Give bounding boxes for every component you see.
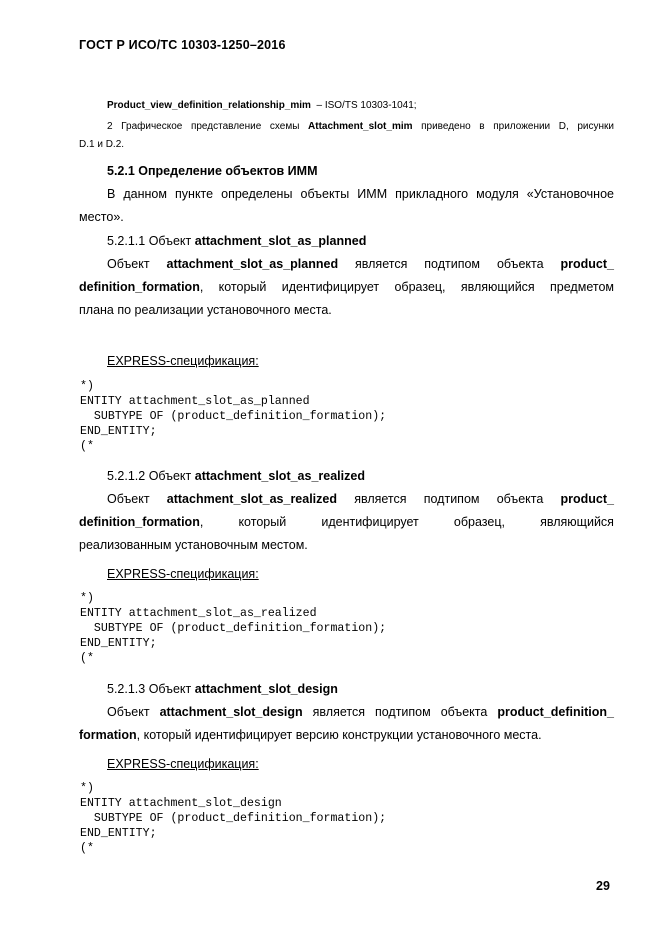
entity2-express-code: *) ENTITY attachment_slot_as_realized SUBTYPE OF (product_definition_formation); END_ENTITY; (* [80,592,387,665]
desc-word: является [355,257,408,271]
entity2-express-label: EXPRESS-спецификация: [107,567,259,581]
desc-word: объекта [496,257,544,271]
entity2-desc-line3: реализованным установочным местом. [79,538,308,552]
figure-note [79,120,614,152]
desc-word: подтипом [423,492,480,506]
desc-word: Объект [107,492,150,506]
desc-word: Объект [107,705,160,719]
desc-supertype-cont [79,511,203,534]
figure-note-line2: D.1 и D.2. [79,139,125,150]
section-intro-line1: В данном пункте определены объекты ИММ прикладного модуля «Установочное [107,187,614,201]
entity1-express-code: *) ENTITY attachment_slot_as_planned SUBTYPE OF (product_definition_formation); END_ENTITY; (* [80,380,387,453]
reference-note-schema: Product_view_definition_relationship_mim [107,100,311,111]
entity3-express-label: EXPRESS-спецификация: [107,757,259,771]
section-intro-line2: место». [79,210,124,224]
entity1-desc-line3: плана по реализации установочного места. [79,303,332,317]
entity1-heading [107,230,366,253]
entity2-heading-number: 5.2.1.2 Объект [107,469,195,483]
desc-word: являющийся [460,280,535,294]
entity3-heading [107,678,338,701]
desc-word: предметом [550,280,614,294]
entity2-heading-name: attachment_slot_as_realized [194,469,365,483]
desc-word: идентифицирует [281,280,380,294]
entity3-heading-name: attachment_slot_design [194,682,338,696]
desc-supertype-cont [79,276,203,299]
figure-note-line1 [79,120,614,134]
page-number: 29 [596,879,610,893]
desc-word: идентифицирует [321,515,419,529]
desc-supertype: definition_formation [79,515,200,529]
figure-note-text: 2 Графическое представление схемы [107,121,309,132]
entity1-heading-name: attachment_slot_as_planned [194,234,367,248]
desc-word: образец, [394,280,446,294]
entity1-description [79,253,614,322]
reference-note [107,99,417,113]
entity2-desc-line2 [79,511,614,534]
desc-word: , [199,515,204,529]
entity3-desc-line1 [79,701,614,724]
desc-word: Объект [107,257,150,271]
figure-note-text-end: приведено в приложении D, рисунки [412,121,614,132]
entity2-heading [107,465,365,488]
entity2-description [79,488,614,557]
desc-word: который [218,280,267,294]
desc-supertype: definition_formation [79,280,200,294]
desc-entity-name: attachment_slot_as_realized [166,492,337,506]
entity3-description [79,701,614,747]
section-intro [79,183,614,229]
desc-word: который [238,515,287,529]
desc-supertype: formation [79,728,137,742]
entity1-desc-line1 [79,253,614,276]
desc-word: являющийся [540,515,614,529]
desc-entity-name: attachment_slot_design [159,705,303,719]
desc-supertype: product_definition_ [497,705,614,719]
entity3-express-code: *) ENTITY attachment_slot_design SUBTYPE OF (product_definition_formation); END_ENTITY; (* [80,782,387,855]
desc-supertype: product_ [560,492,614,506]
reference-note-text: – ISO/TS 10303-1041; [310,100,417,111]
entity1-heading-number: 5.2.1.1 Объект [107,234,195,248]
desc-word: объекта [496,492,544,506]
entity3-desc-line2 [79,724,614,747]
desc-word: является подтипом объекта [302,705,498,719]
entity3-heading-number: 5.2.1.3 Объект [107,682,195,696]
entity2-desc-line1 [79,488,614,511]
desc-entity-name: attachment_slot_as_planned [166,257,339,271]
desc-word: , который идентифицирует версию конструкции установочного места. [136,728,542,742]
entity1-express-label: EXPRESS-спецификация: [107,354,259,368]
desc-supertype: product_ [560,257,614,271]
desc-word: подтипом [424,257,481,271]
entity1-desc-line2 [79,276,614,299]
desc-word: образец, [453,515,505,529]
section-heading: 5.2.1 Определение объектов ИММ [107,164,318,178]
figure-note-schema: Attachment_slot_mim [308,121,413,132]
desc-word: , [199,280,204,294]
document-header: ГОСТ Р ИСО/ТС 10303-1250–2016 [79,38,286,52]
desc-word: является [354,492,407,506]
